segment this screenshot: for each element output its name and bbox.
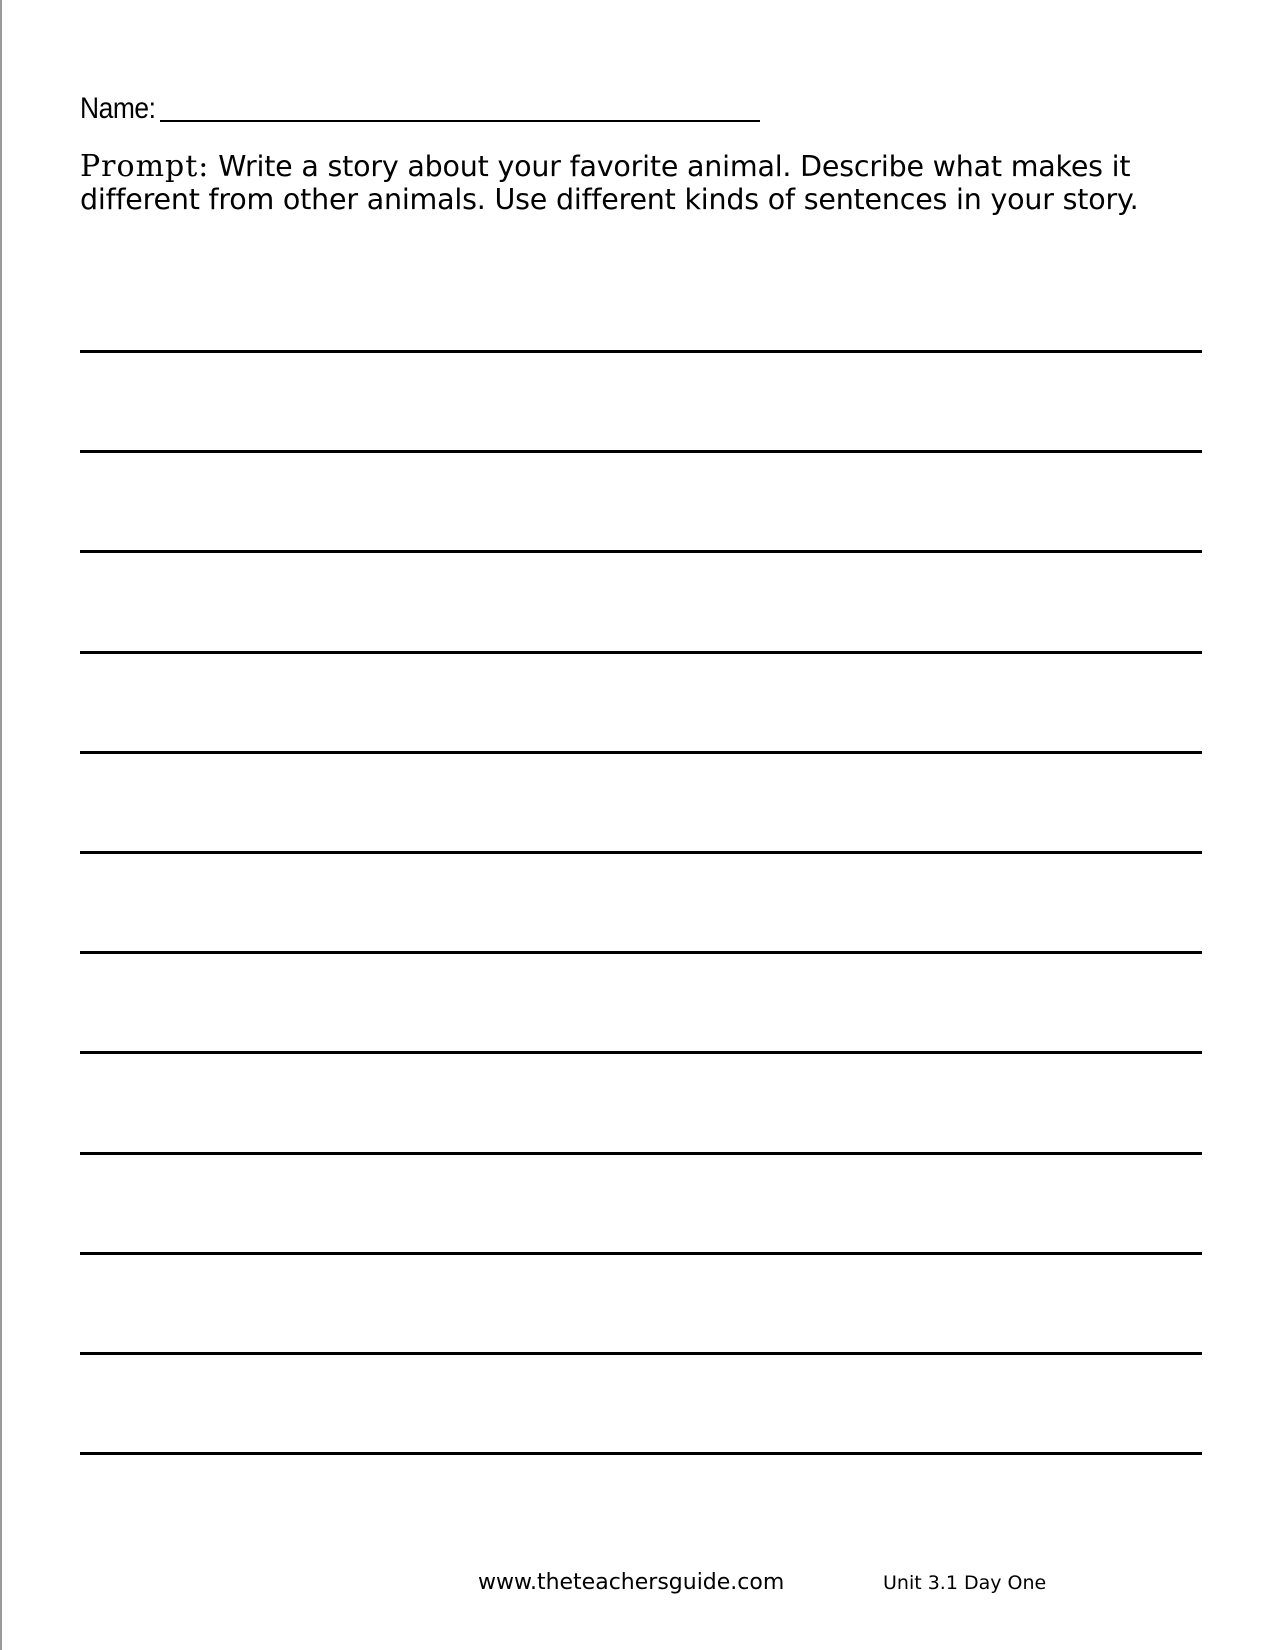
writing-line[interactable]	[80, 350, 1202, 353]
name-label: Name:	[80, 92, 156, 125]
writing-line[interactable]	[80, 1452, 1202, 1455]
writing-line[interactable]	[80, 1152, 1202, 1155]
writing-line[interactable]	[80, 851, 1202, 854]
writing-line[interactable]	[80, 1051, 1202, 1054]
name-row	[80, 84, 760, 124]
writing-line[interactable]	[80, 651, 1202, 654]
prompt-text: Write a story about your favorite animal. Describe what makes it different from other animals. Use different kinds of sentences in your story.	[80, 150, 1139, 216]
footer-unit-label: Unit 3.1 Day One	[883, 1572, 1047, 1594]
writing-line[interactable]	[80, 951, 1202, 954]
prompt-label: Prompt:	[80, 149, 210, 184]
writing-line[interactable]	[80, 1352, 1202, 1355]
prompt-block	[80, 150, 1180, 216]
writing-line[interactable]	[80, 751, 1202, 754]
footer-website: www.theteachersguide.com	[478, 1570, 785, 1595]
writing-line[interactable]	[80, 1252, 1202, 1255]
writing-line[interactable]	[80, 450, 1202, 453]
writing-line[interactable]	[80, 550, 1202, 553]
name-blank-line[interactable]	[160, 120, 760, 122]
page-left-edge	[0, 0, 2, 1650]
